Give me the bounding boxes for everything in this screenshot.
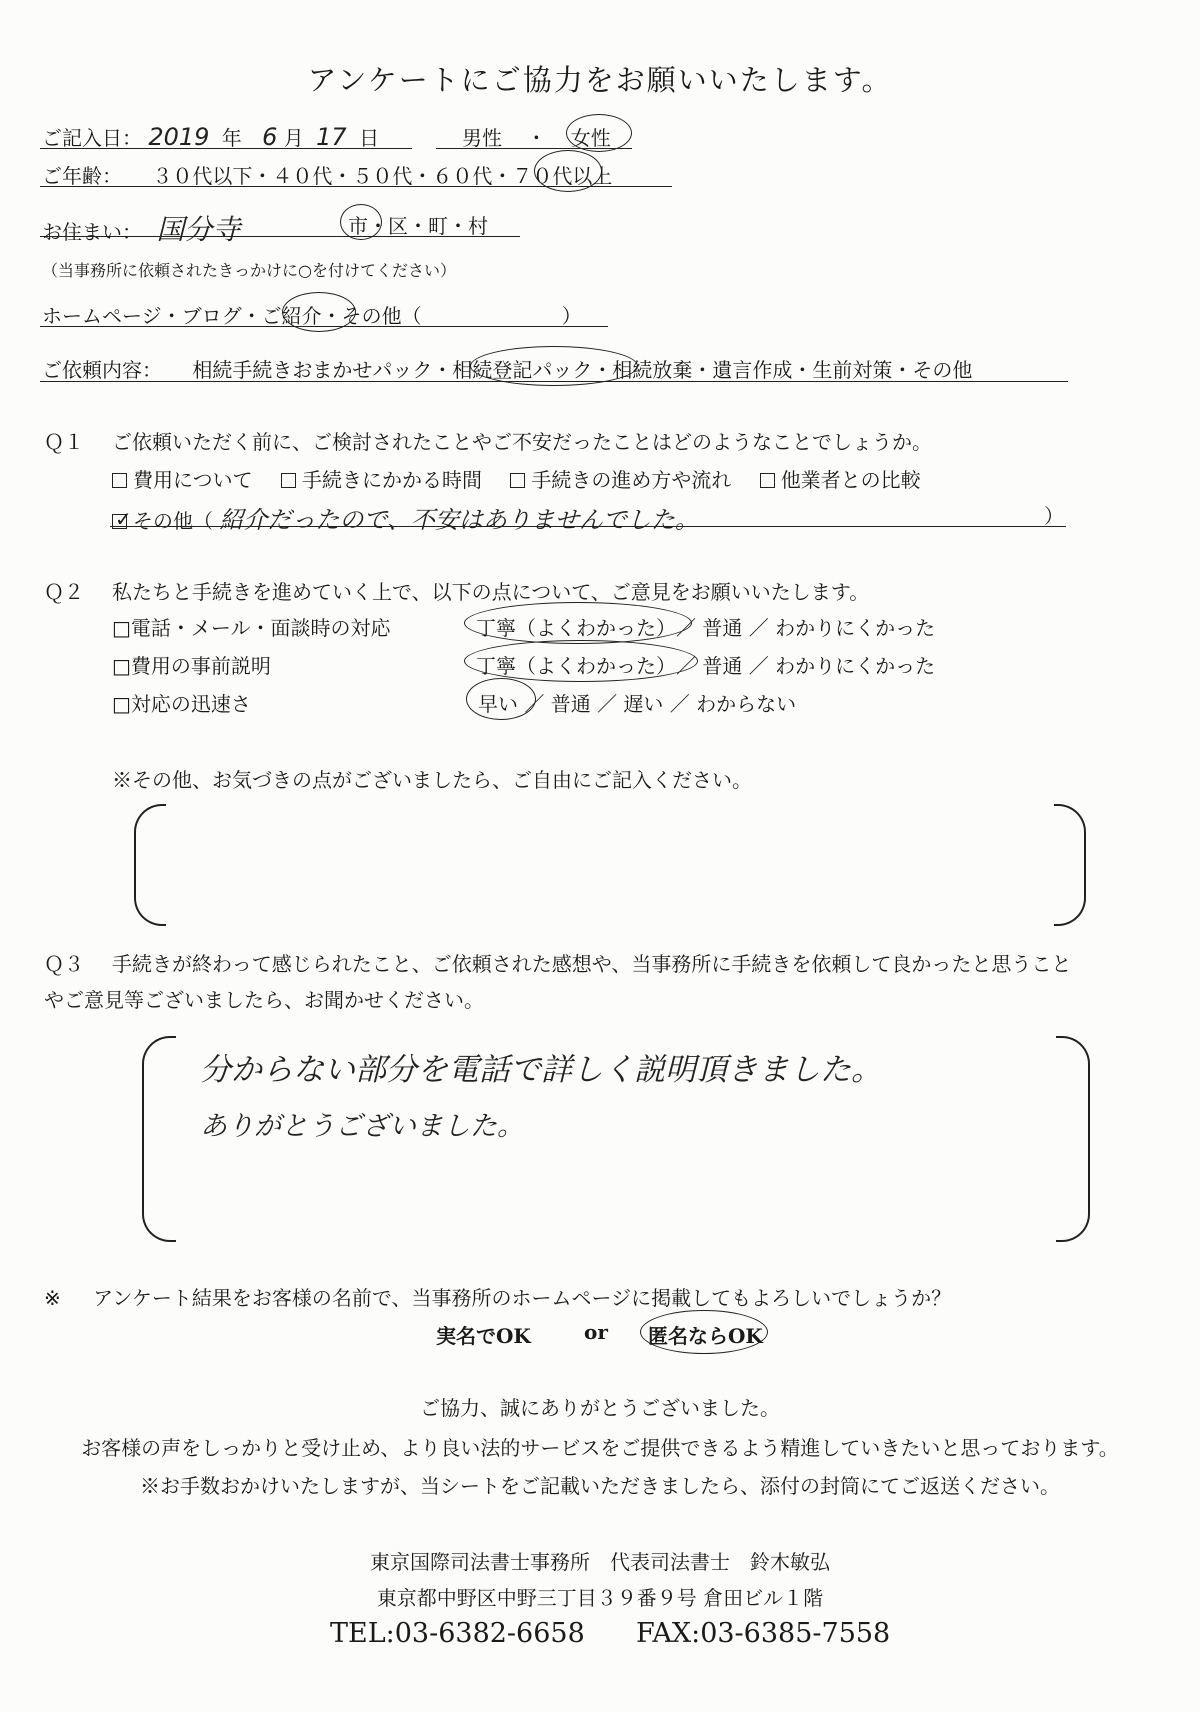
- closing-line3: ※お手数おかけいたしますが、当シートをご記載いただきましたら、添付の封筒にてご返送ください。: [140, 1474, 1060, 1498]
- residence-type-options[interactable]: 市・区・町・村: [348, 214, 488, 238]
- option-cost: 費用について: [133, 468, 253, 492]
- closing-thanks: ご協力、誠にありがとうございました。: [420, 1396, 780, 1420]
- trigger-options[interactable]: ホームページ・ブログ・ご紹介・その他（ ）: [42, 304, 582, 328]
- gender-female[interactable]: 女性: [570, 126, 611, 150]
- publish-option-real[interactable]: 実名でOK: [436, 1324, 531, 1348]
- office-fax: FAX:03-6385-7558: [636, 1618, 891, 1649]
- q1-options: [112, 464, 921, 493]
- age-option-60[interactable]: ６０代: [432, 164, 493, 188]
- q3-answer-line1[interactable]: 分からない部分を電話で詳しく説明頂きました。: [200, 1052, 882, 1088]
- q2-free-bracket-left: [134, 804, 166, 926]
- option-time: 手続きにかかる時間: [301, 468, 482, 492]
- checkbox-compare[interactable]: [760, 473, 775, 488]
- q2-contact-selection-circle: [464, 602, 692, 644]
- publish-question: アンケート結果をお客様の名前で、当事務所のホームページに掲載してもよろしいでしょうか？: [93, 1286, 952, 1310]
- q3-answer-line2[interactable]: ありがとうございました。: [200, 1111, 524, 1142]
- age-option-40[interactable]: ４０代: [272, 164, 333, 188]
- month-unit: 月: [283, 126, 304, 150]
- year-unit: 年: [221, 126, 242, 150]
- q2-free-note: ※その他、お気づきの点がございましたら、ご自由にご記入ください。: [112, 768, 752, 792]
- gender-selection-circle: [566, 114, 632, 152]
- q1-other-close: ）: [1044, 504, 1064, 528]
- q2-question: 私たちと手続きを進めていく上で、以下の点について、ご意見をお願いいたします。: [112, 580, 870, 604]
- gender-male[interactable]: 男性: [462, 126, 502, 150]
- residence-selection-circle: [340, 204, 382, 240]
- office-address: 東京都中野区中野三丁目３９番９号 倉田ビル１階: [376, 1586, 824, 1610]
- day-unit: 日: [359, 126, 380, 150]
- request-label: ご依頼内容：: [42, 358, 162, 382]
- checkbox-time[interactable]: [281, 473, 296, 488]
- q2-speed-selection-circle: [466, 678, 536, 720]
- entry-day[interactable]: 17: [316, 123, 347, 151]
- q1-other-row: [112, 500, 699, 535]
- checkbox-process[interactable]: [510, 473, 525, 488]
- q1-number: Ｑ１: [44, 430, 84, 454]
- q3-bracket-right: [1056, 1036, 1090, 1242]
- publish-mark: ※: [44, 1286, 61, 1310]
- age-option-30[interactable]: ３０代以下: [152, 164, 253, 188]
- q3-question-line1: 手続きが終わって感じられたこと、ご依頼された感想や、当事務所に手続きを依頼して良かったと思うこと: [112, 952, 1072, 976]
- office-tel: TEL:03-6382-6658: [330, 1618, 585, 1649]
- trigger-note: （当事務所に依頼されたきっかけに○を付けてください）: [42, 261, 456, 280]
- q2-item-speed-options[interactable]: 早い ／ 普通 ／ 遅い ／ わからない: [478, 692, 797, 716]
- publish-option-anon[interactable]: 匿名ならOK: [648, 1324, 763, 1348]
- age-option-50[interactable]: ５０代: [352, 164, 413, 188]
- q2-item-speed-label: □対応の迅速さ: [112, 692, 251, 716]
- q2-number: Ｑ２: [44, 580, 84, 604]
- q2-item-fee-label: □費用の事前説明: [112, 654, 271, 678]
- residence-city[interactable]: 国分寺: [156, 213, 241, 246]
- q2-item-contact-label: □電話・メール・面談時の対応: [112, 616, 391, 640]
- entry-year[interactable]: 2019: [148, 123, 210, 151]
- q1-other-answer[interactable]: 紹介だったので、不安はありませんでした。: [219, 506, 699, 534]
- entry-month[interactable]: 6: [262, 123, 278, 151]
- gender-separator: ・: [526, 126, 547, 150]
- checkbox-other-checked[interactable]: ✓: [112, 514, 127, 529]
- age-label: ご年齢：: [42, 164, 122, 188]
- q2-fee-selection-circle: [464, 640, 698, 682]
- q3-number: Ｑ３: [44, 952, 84, 976]
- entry-date-row: [42, 122, 379, 151]
- q2-item-contact-options[interactable]: 丁寧（よくわかった）／ 普通 ／ わかりにくかった: [476, 616, 936, 640]
- closing-line2: お客様の声をしっかりと受け止め、より良い法的サービスをご提供できるよう精進していきたいと思っております。: [81, 1436, 1119, 1460]
- publish-or: or: [584, 1320, 608, 1344]
- request-options[interactable]: 相続手続きおまかせパック・相続登記パック・相続放棄・遺言作成・生前対策・その他: [192, 358, 973, 382]
- age-option-70[interactable]: ７０代以上: [512, 164, 613, 188]
- q1-question: ご依頼いただく前に、ご検討されたことやご不安だったことはどのようなことでしょうか。: [112, 430, 932, 454]
- request-selection-circle: [470, 346, 638, 386]
- entry-date-label: ご記入日：: [42, 126, 142, 150]
- q3-bracket-left: [142, 1036, 176, 1242]
- other-label: その他（: [133, 509, 213, 533]
- checkbox-cost[interactable]: [112, 473, 127, 488]
- residence-label: お住まい：: [42, 220, 142, 244]
- publish-row: [44, 1282, 951, 1311]
- option-process: 手続きの進め方や流れ: [531, 468, 732, 492]
- form-title: アンケートにご協力をお願いいたします。: [307, 63, 893, 97]
- q2-free-bracket-right: [1054, 804, 1086, 926]
- option-compare: 他業者との比較: [780, 468, 921, 492]
- residence-row: [42, 208, 240, 248]
- office-name: 東京国際司法書士事務所 代表司法書士 鈴木敏弘: [370, 1550, 830, 1574]
- age-row: ご年齢： ３０代以下・４０代・５０代・６０代・７０代以上: [42, 164, 613, 188]
- q2-item-fee-options[interactable]: 丁寧（よくわかった）／ 普通 ／ わかりにくかった: [476, 654, 936, 678]
- publish-selection-circle: [640, 1310, 768, 1354]
- q3-question-line2: やご意見等ございましたら、お聞かせください。: [44, 988, 484, 1012]
